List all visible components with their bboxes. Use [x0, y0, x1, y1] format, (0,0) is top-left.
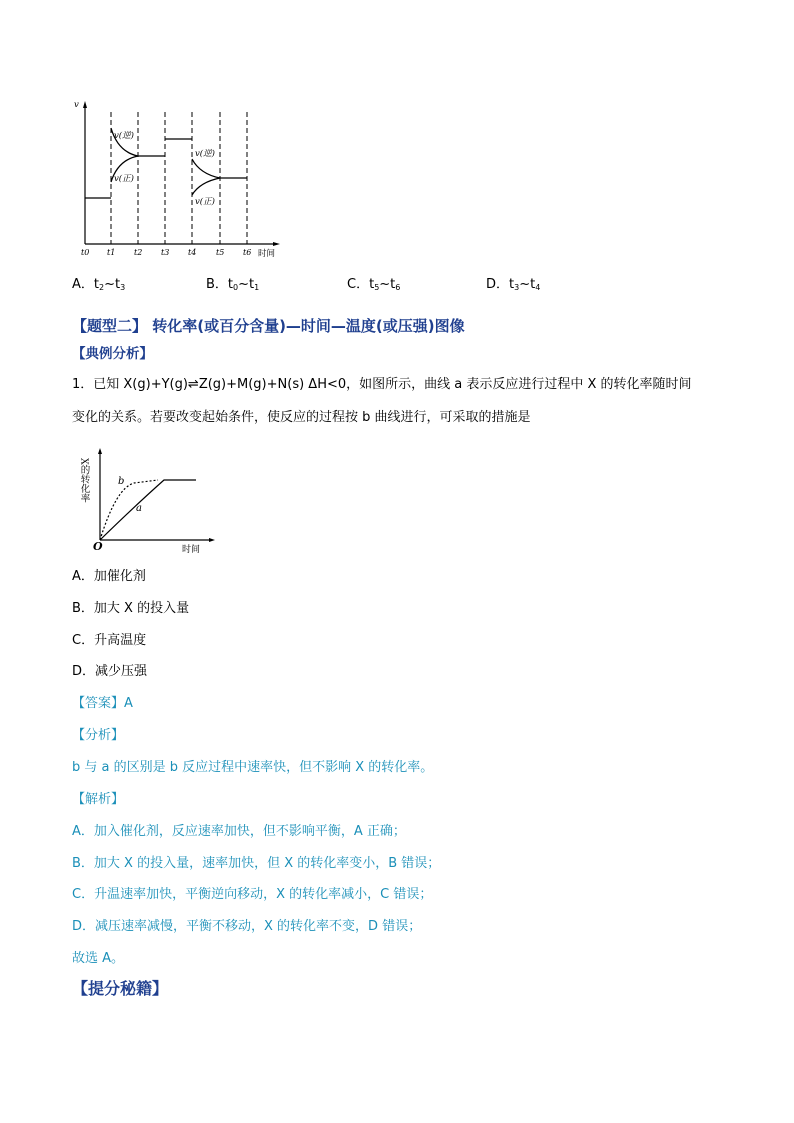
conclusion-line: 故选 A。 — [72, 951, 125, 966]
tick-t2: t2 — [134, 248, 143, 257]
explain-line-b: B．加大 X 的投入量，速率加快，但 X 的转化率变小，B 错误； — [72, 856, 441, 871]
rev-curve-2 — [192, 159, 220, 178]
prev-option-c: C．$t_5\sim t_6$ — [347, 277, 401, 292]
curve-a-label: a — [136, 503, 142, 514]
prev-option-d: D．$t_3\sim t_4$ — [486, 277, 541, 292]
option-a: A．加催化剂 — [72, 569, 146, 584]
option-d: D．减少压强 — [72, 664, 148, 679]
tick-t4: t4 — [188, 248, 197, 257]
typical-analysis-heading: 【典例分析】 — [72, 346, 153, 362]
explain-line-a: A．加入催化剂，反应速率加快，但不影响平衡，A 正确； — [72, 824, 406, 839]
tick-t5: t5 — [216, 248, 225, 257]
label-fwd-2: v(正) — [195, 197, 215, 207]
label-fwd-1: v(正) — [114, 174, 134, 184]
section-title: 【题型二】 转化率(或百分含量)—时间—温度(或压强)图像 — [72, 317, 465, 335]
curve-b-label: b — [118, 476, 125, 487]
explain-label: 【解析】 — [72, 792, 125, 807]
y-axis-label: X的转化率 — [78, 458, 90, 503]
origin-label: O — [93, 540, 103, 553]
explain-line-c: C．升温速率加快，平衡逆向移动，X 的转化率减小，C 错误； — [72, 887, 433, 902]
conversion-time-graph — [78, 448, 218, 558]
x-axis-label: 时间 — [182, 545, 201, 555]
answer-line: 【答案】A — [72, 696, 133, 711]
prev-option-b: B．$t_0\sim t_1$ — [206, 277, 260, 292]
tips-heading: 【提分秘籍】 — [72, 979, 169, 998]
prev-option-a: A．$t_2\sim t_3$ — [72, 277, 126, 292]
tick-t0: t0 — [81, 248, 90, 257]
option-b: B．加大 X 的投入量 — [72, 601, 190, 616]
label-rev-2: v(逆) — [195, 149, 215, 159]
tick-t1: t1 — [107, 248, 116, 257]
label-rev-1: v(逆) — [114, 131, 134, 141]
explain-line-d: D．减压速率减慢，平衡不移动，X 的转化率不变，D 错误； — [72, 919, 422, 934]
question-line-2: 变化的关系。若要改变起始条件，使反应的过程按 b 曲线进行，可采取的措施是 — [72, 410, 531, 425]
curve-a — [100, 480, 196, 540]
rate-time-graph — [70, 98, 290, 260]
analysis-label: 【分析】 — [72, 728, 125, 743]
x-axis-label: 时间 — [258, 249, 276, 259]
analysis-text: b 与 a 的区别是 b 反应过程中速率快，但不影响 X 的转化率。 — [72, 760, 434, 775]
tick-t3: t3 — [161, 248, 170, 257]
option-c: C．升高温度 — [72, 633, 147, 648]
fwd-curve-2 — [192, 178, 220, 195]
question-line-1: 1．已知 X(g)+Y(g)⇌Z(g)+M(g)+N(s) ΔH<0，如图所示，曲线 a 表示反应进行过程中 X 的转化率随时间 — [72, 377, 692, 392]
y-axis-label: v — [74, 100, 79, 110]
tick-t6: t6 — [243, 248, 252, 257]
